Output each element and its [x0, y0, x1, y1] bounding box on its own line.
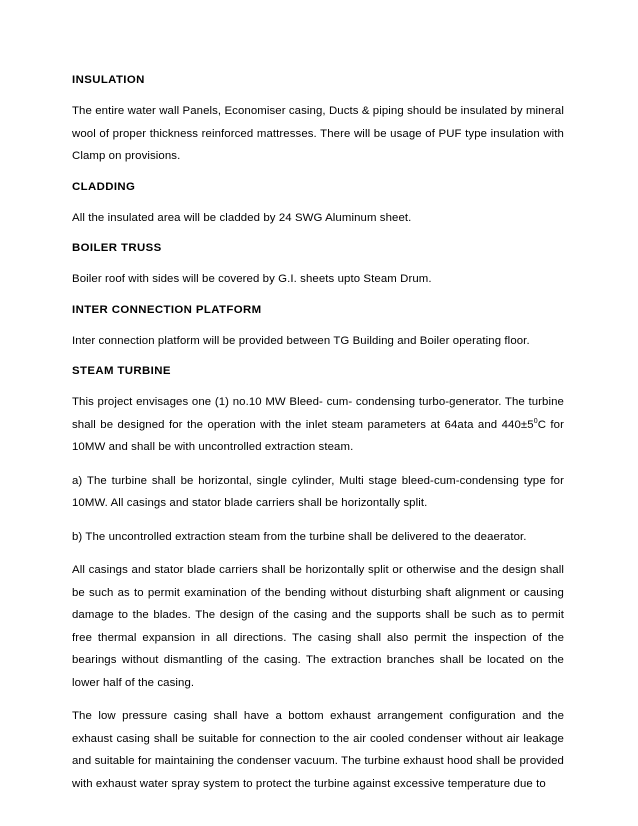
para-casing: All casings and stator blade carriers shall be horizontally split or otherwise and the design shall be such as to permit examination of the bending without disturbing shaft alignment or causing damage to the blades. The design of the casing and the supports shall be such as to permit free thermal expansion in all directions. The casing shall also permit the inspection of the bearings without dismantling of the casing. The extraction branches shall be located on the lower half of the casing. — [72, 564, 564, 689]
degree-superscript: 0 — [533, 417, 538, 425]
heading-insulation: INSULATION — [72, 74, 145, 86]
para-insulation: The entire water wall Panels, Economiser casing, Ducts & piping should be insulated by mineral wool of proper thickness reinforced mattresses. There will be usage of PUF type insulation with Clamp on provisions. — [72, 105, 564, 162]
intro-text-before: This project envisages one (1) no.10 MW Bleed- cum- condensing turbo-generator. The turbine shall be designed for the operation with the inlet steam parameters at 64ata and 440±5 — [72, 396, 564, 431]
para-inter-connection-platform: Inter connection platform will be provided between TG Building and Boiler operating floor. — [72, 334, 530, 347]
heading-boiler-truss: BOILER TRUSS — [72, 242, 162, 254]
heading-steam-turbine: STEAM TURBINE — [72, 365, 171, 377]
intro-text-after: C for 10MW and shall be with uncontrolled extraction steam. — [72, 418, 565, 453]
para-exhaust: The low pressure casing shall have a bottom exhaust arrangement configuration and the exhaust casing shall be suitable for connection to the air cooled condenser without air leakage and suitable for maintaining the condenser vacuum. The turbine exhaust hood shall be provided with exhaust water spray system to protect the turbine against excessive temperature due to — [72, 710, 564, 790]
para-boiler-truss: Boiler roof with sides will be covered by G.I. sheets upto Steam Drum. — [72, 273, 432, 285]
para-cladding: All the insulated area will be cladded by 24 SWG Aluminum sheet. — [72, 211, 412, 224]
heading-inter-connection-platform: INTER CONNECTION PLATFORM — [72, 303, 262, 316]
document-page — [72, 70, 564, 795]
para-item-b: b) The uncontrolled extraction steam from the turbine shall be delivered to the deaerator. — [72, 530, 527, 543]
para-steam-turbine-intro — [72, 391, 564, 459]
para-item-a: a) The turbine shall be horizontal, single cylinder, Multi stage bleed-cum-condensing type for 10MW. All casings and stator blade carriers shall be horizontally split. — [72, 474, 564, 509]
heading-cladding: CLADDING — [72, 180, 136, 193]
